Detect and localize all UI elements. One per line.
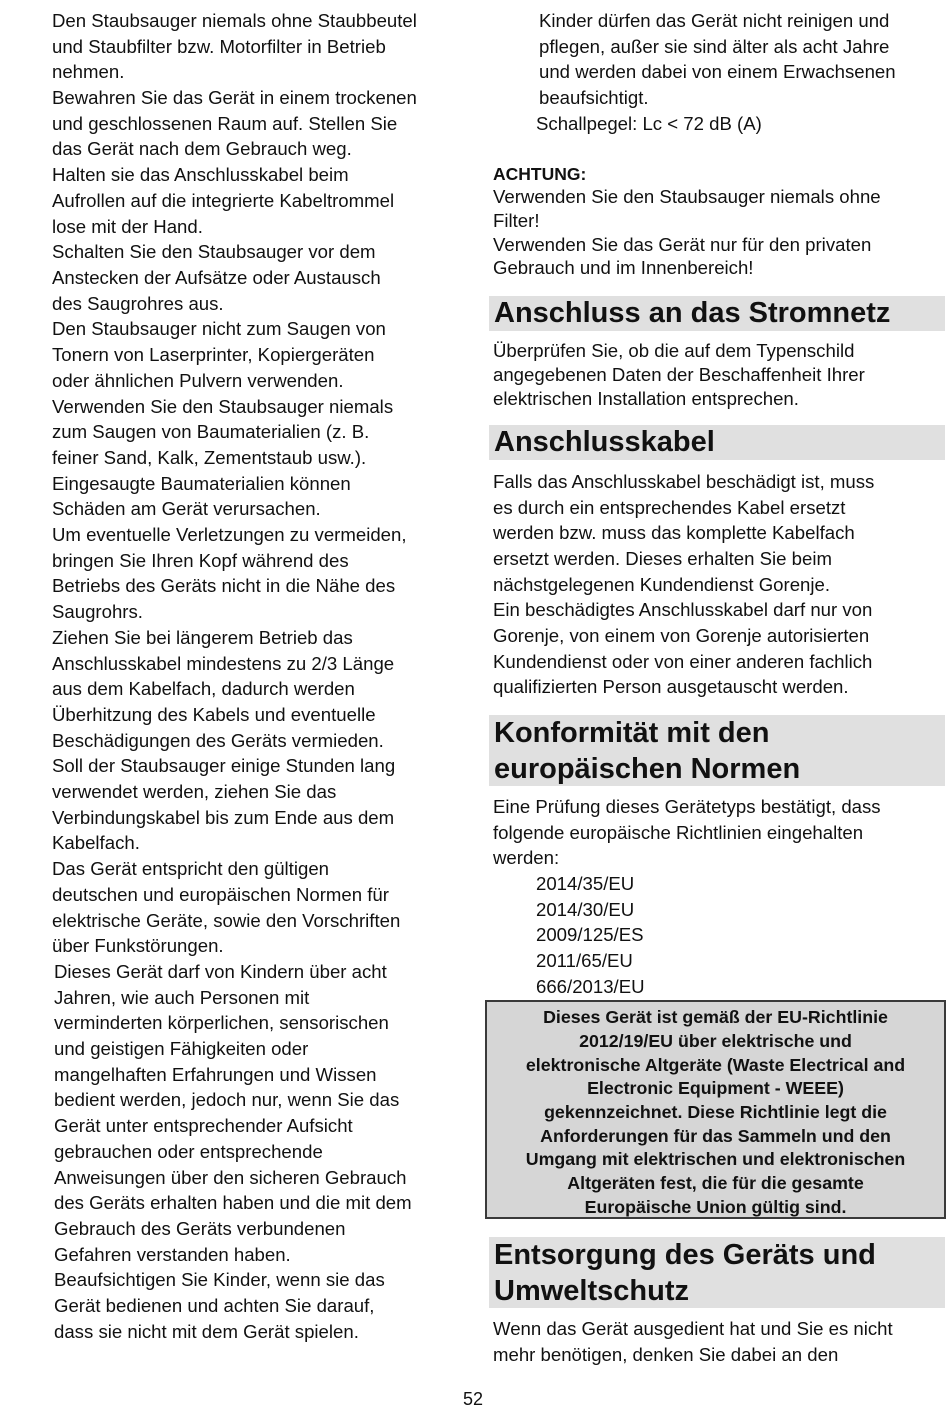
text-line: Überhitzung des Kabels und eventuelle — [52, 704, 376, 725]
text-line: Kinder dürfen das Gerät nicht reinigen und — [539, 10, 890, 31]
weee-line: gekennzeichnet. Diese Richtlinie legt die — [544, 1102, 887, 1122]
weee-line: Anforderungen für das Sammeln und den — [540, 1126, 891, 1146]
text-line: Eine Prüfung dieses Gerätetyps bestätigt, dass — [493, 796, 881, 817]
text-line: zum Saugen von Baumaterialien (z. B. — [52, 421, 370, 442]
text-line: Aufrollen auf die integrierte Kabeltrommel — [52, 190, 395, 211]
directive-item: 2014/30/EU — [536, 899, 635, 920]
text-line: verwendet werden, ziehen Sie das — [52, 781, 337, 802]
text-line: mehr benötigen, denken Sie dabei an den — [493, 1344, 839, 1365]
text-line: Gerät bedienen und achten Sie darauf, — [54, 1295, 375, 1316]
text-line: Gorenje, von einem von Gorenje autorisierten — [493, 625, 870, 646]
heading-text: Entsorgung des Geräts und — [494, 1239, 876, 1271]
text-line: und geistigen Fähigkeiten oder — [54, 1038, 309, 1059]
warning-line: Gebrauch und im Innenbereich! — [493, 257, 754, 278]
text-line: bedient werden, jedoch nur, wenn Sie das — [54, 1089, 400, 1110]
text-line: bringen Sie Ihren Kopf während des — [52, 550, 349, 571]
text-line: Schäden am Gerät verursachen. — [52, 498, 321, 519]
weee-line: Europäische Union gültig sind. — [584, 1197, 847, 1217]
weee-line: 2012/19/EU über elektrische und — [579, 1031, 852, 1051]
text-line: Falls das Anschlusskabel beschädigt ist, muss — [493, 471, 875, 492]
page-number: 52 — [463, 1389, 484, 1409]
text-line: Anschlusskabel mindestens zu 2/3 Länge — [52, 653, 395, 674]
text-line: Verbindungskabel bis zum Ende aus dem — [52, 807, 395, 828]
text-line: elektrischen Installation entsprechen. — [493, 388, 799, 409]
text-line: und werden dabei von einem Erwachsenen — [539, 61, 896, 82]
text-line: dass sie nicht mit dem Gerät spielen. — [54, 1321, 359, 1342]
text-line: beaufsichtigt. — [539, 87, 649, 108]
weee-line: elektronische Altgeräte (Waste Electrical and — [525, 1055, 906, 1075]
warning-line: Verwenden Sie den Staubsauger niemals ohne — [493, 186, 881, 207]
text-line: Um eventuelle Verletzungen zu vermeiden, — [52, 524, 407, 545]
text-line: Das Gerät entspricht den gültigen — [52, 858, 329, 879]
text-line: nehmen. — [52, 61, 125, 82]
heading-text: Anschluss an das Stromnetz — [494, 297, 891, 329]
text-line: Eingesaugte Baumaterialien können — [52, 473, 351, 494]
warning-line: Verwenden Sie das Gerät nur für den privaten — [493, 234, 872, 255]
text-line: mangelhaften Erfahrungen und Wissen — [54, 1064, 377, 1085]
warning-line: Filter! — [493, 210, 540, 231]
directive-item: 2009/125/ES — [536, 924, 644, 945]
text-line: des Saugrohres aus. — [52, 293, 224, 314]
text-line: ersetzt werden. Dieses erhalten Sie beim — [493, 548, 832, 569]
noise-level: Schallpegel: Lc < 72 dB (A) — [536, 113, 762, 134]
text-line: nächstgelegenen Kundendienst Gorenje. — [493, 574, 831, 595]
weee-notice-box — [485, 1000, 946, 1219]
text-line: deutschen und europäischen Normen für — [52, 884, 389, 905]
text-line: werden bzw. muss das komplette Kabelfach — [493, 522, 855, 543]
heading-text: europäischen Normen — [494, 753, 801, 785]
text-line: werden: — [493, 847, 560, 868]
weee-line: Umgang mit elektrischen und elektronischen — [525, 1149, 906, 1169]
text-line: Halten sie das Anschlusskabel beim — [52, 164, 349, 185]
text-line: elektrische Geräte, sowie den Vorschriften — [52, 910, 401, 931]
text-line: oder ähnlichen Pulvern verwenden. — [52, 370, 344, 391]
text-line: lose mit der Hand. — [52, 216, 203, 237]
text-line: Saugrohrs. — [52, 601, 143, 622]
text-line: über Funkstörungen. — [52, 935, 224, 956]
warning-label: ACHTUNG: — [493, 164, 587, 184]
text-line: das Gerät nach dem Gebrauch weg. — [52, 138, 352, 159]
weee-line: Altgeräten fest, die für die gesamte — [567, 1173, 864, 1193]
directive-item: 2014/35/EU — [536, 873, 635, 894]
directive-item: 2011/65/EU — [536, 950, 633, 971]
text-line: Beaufsichtigen Sie Kinder, wenn sie das — [54, 1269, 385, 1290]
text-line: Gerät unter entsprechender Aufsicht — [54, 1115, 353, 1136]
text-line: Bewahren Sie das Gerät in einem trockenen — [52, 87, 417, 108]
heading-text: Konformität mit den — [494, 717, 770, 749]
text-line: und Staubfilter bzw. Motorfilter in Betrieb — [52, 36, 386, 57]
text-line: Kabelfach. — [52, 832, 140, 853]
heading-text: Umweltschutz — [494, 1275, 689, 1307]
weee-line: Dieses Gerät ist gemäß der EU-Richtlinie — [543, 1007, 888, 1027]
text-line: es durch ein entsprechendes Kabel ersetzt — [493, 497, 846, 518]
text-line: Ziehen Sie bei längerem Betrieb das — [52, 627, 353, 648]
text-line: aus dem Kabelfach, dadurch werden — [52, 678, 355, 699]
text-line: des Geräts erhalten haben und die mit dem — [54, 1192, 412, 1213]
directive-item: 666/2013/EU — [536, 976, 645, 997]
text-line: verminderten körperlichen, sensorischen — [54, 1012, 389, 1033]
text-line: Tonern von Laserprinter, Kopiergeräten — [52, 344, 375, 365]
text-line: Anweisungen über den sicheren Gebrauch — [54, 1167, 407, 1188]
text-line: Den Staubsauger niemals ohne Staubbeutel — [52, 10, 417, 31]
text-line: Schalten Sie den Staubsauger vor dem — [52, 241, 376, 262]
text-line: angegebenen Daten der Beschaffenheit Ihrer — [493, 364, 865, 385]
text-line: Soll der Staubsauger einige Stunden lang — [52, 755, 396, 776]
text-line: Kundendienst oder von einer anderen fachlich — [493, 651, 873, 672]
text-line: folgende europäische Richtlinien eingehalten — [493, 822, 864, 843]
section-heading — [489, 425, 945, 460]
text-line: Betriebs des Geräts nicht in die Nähe des — [52, 575, 396, 596]
heading-text: Anschlusskabel — [494, 426, 715, 458]
text-line: Gebrauch des Geräts verbundenen — [54, 1218, 346, 1239]
text-line: Überprüfen Sie, ob die auf dem Typenschild — [493, 340, 855, 361]
text-line: pflegen, außer sie sind älter als acht Jahre — [539, 36, 890, 57]
text-line: und geschlossenen Raum auf. Stellen Sie — [52, 113, 398, 134]
text-line: Ein beschädigtes Anschlusskabel darf nur von — [493, 599, 873, 620]
text-line: gebrauchen oder entsprechende — [54, 1141, 323, 1162]
text-line: feiner Sand, Kalk, Zementstaub usw.). — [52, 447, 367, 468]
text-line: Jahren, wie auch Personen mit — [54, 987, 310, 1008]
text-line: Verwenden Sie den Staubsauger niemals — [52, 396, 394, 417]
section-heading — [489, 1237, 945, 1308]
text-line: Beschädigungen des Geräts vermieden. — [52, 730, 384, 751]
section-heading — [489, 296, 945, 331]
text-line: Den Staubsauger nicht zum Saugen von — [52, 318, 386, 339]
section-heading — [489, 715, 945, 786]
weee-line: Electronic Equipment - WEEE) — [587, 1078, 844, 1098]
text-line: qualifizierten Person ausgetauscht werden. — [493, 676, 849, 697]
text-line: Anstecken der Aufsätze oder Austausch — [52, 267, 381, 288]
text-line: Dieses Gerät darf von Kindern über acht — [54, 961, 387, 982]
text-line: Gefahren verstanden haben. — [54, 1244, 291, 1265]
text-line: Wenn das Gerät ausgedient hat und Sie es nicht — [493, 1318, 893, 1339]
